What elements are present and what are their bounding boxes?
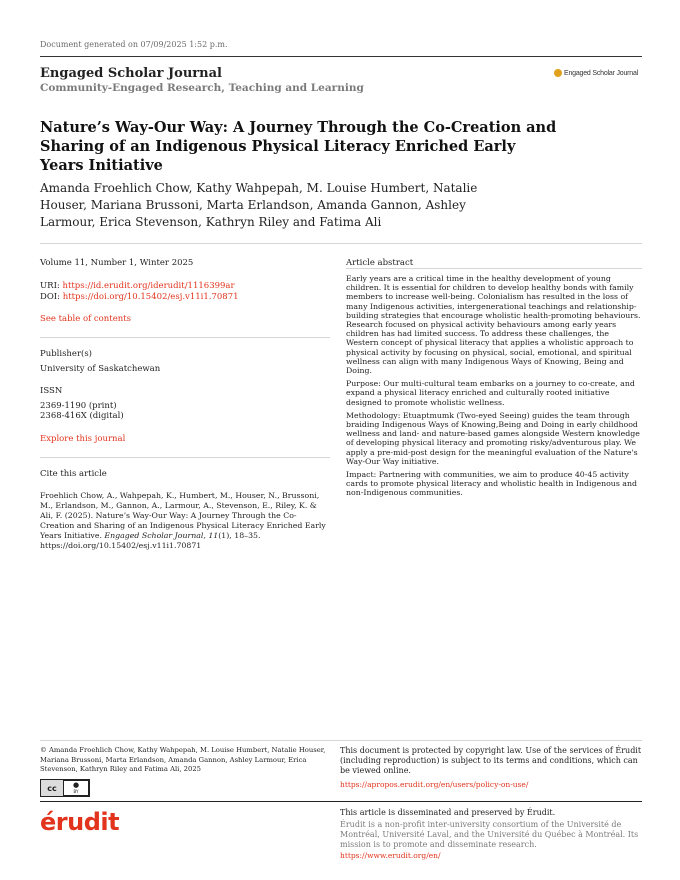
doi-line: [40, 292, 330, 303]
footer-divider-dark: [40, 801, 642, 802]
abstract-divider: [346, 268, 642, 269]
abstract-purpose: Purpose: Our multi-cultural team embarks on a journey to co-create, and expand a physical literacy enriched and culturally rooted initiative designed to promote wholistic wellness.: [346, 379, 635, 407]
erudit-description: Érudit is a non-profit inter-university consortium of the Université de Montréal, Université Laval, and the Université du Québec à Montréal. Its mission is to promote and disseminate research.: [340, 820, 639, 849]
by-icon: [64, 781, 88, 795]
generation-timestamp: Document generated on 07/09/2025 1:52 p.m.: [40, 40, 228, 49]
publisher-name: University of Saskatchewan: [40, 364, 161, 374]
footer-divider: [40, 740, 642, 741]
cc-license-badge[interactable]: [40, 779, 90, 797]
rights-block: [340, 746, 642, 790]
explore-journal-link[interactable]: Explore this journal: [40, 434, 126, 444]
uri-line: [40, 281, 330, 292]
uri-label: URI:: [40, 281, 60, 291]
issn-print: 2369-1190 (print): [40, 401, 117, 411]
by-label: BY: [73, 789, 79, 794]
abstract-paragraph: Early years are a critical time in the healthy development of young children. It is essential for children to develop healthy bonds with family members to increase well-being. Colonialism has resulted in the loss of many Indigenous activities, intergenerational teachings and relationship-building strategies that encourage wholistic health-promoting behaviours. Research focused on physical activity behaviours among early years children has had limited success. To address these challenges, the Western concept of physical literacy that applies a wholistic approach to physical activity by focusing on physical, social, emotional, and spiritual wellness can align with many Indigenous Ways of Knowing, Being and Doing.: [346, 274, 641, 376]
journal-logo-text: Engaged Scholar Journal: [564, 69, 639, 77]
copyright-notice: © Amanda Froehlich Chow, Kathy Wahpepah, M. Louise Humbert, Natalie Houser, Mariana Brussoni, Marta Erlandson, Amanda Gannon, Ashley Larmour, Erica Stevenson, Kathryn Riley and Fatima Ali, 2025: [40, 746, 326, 773]
uri-link[interactable]: https://id.erudit.org/iderudit/1116399ar: [62, 281, 235, 291]
person-icon: ●: [72, 781, 80, 789]
doi-link[interactable]: https://doi.org/10.15402/esj.v11i1.70871: [62, 292, 239, 302]
erudit-block: [340, 808, 642, 861]
left-divider: [40, 337, 330, 338]
issue-info: Volume 11, Number 1, Winter 2025: [40, 258, 194, 268]
protected-text: This document is protected by copyright law. Use of the services of Érudit (including reproduction) is subject to its terms and conditions, which can be viewed online.: [340, 746, 642, 775]
cite-label: Cite this article: [40, 469, 107, 479]
erudit-link[interactable]: https://www.erudit.org/en/: [340, 851, 441, 860]
policy-link[interactable]: https://apropos.erudit.org/en/users/policy-on-use/: [340, 780, 529, 789]
citation-tail: (1), 18–35. https://doi.org/10.15402/esj.v11i1.70871: [40, 531, 261, 550]
issn-label: ISSN: [40, 386, 63, 396]
abstract-heading: Article abstract: [346, 258, 414, 268]
abstract-body: [346, 274, 642, 502]
header-divider: [40, 56, 642, 57]
abstract-impact: Impact: Partnering with communities, we aim to produce 40-45 activity cards to promote physical literacy and wholistic health in Indigenous and non-Indigenous communities.: [346, 470, 637, 498]
journal-logo-icon: [554, 69, 562, 77]
section-divider: [40, 243, 642, 244]
issn-digital: 2368-416X (digital): [40, 411, 124, 421]
disseminated-text: This article is disseminated and preserved by Érudit.: [340, 808, 556, 817]
article-title: Nature’s Way-Our Way: A Journey Through the Co-Creation and Sharing of an Indigenous Physical Literacy Enriched Early Years Initiative: [40, 119, 557, 174]
erudit-logo[interactable]: érudit: [40, 808, 120, 836]
doi-label: DOI:: [40, 292, 61, 302]
citation[interactable]: [40, 491, 330, 551]
cc-icon: cc: [41, 780, 63, 796]
publisher-label: Publisher(s): [40, 349, 92, 359]
abstract-methodology: Methodology: Etuaptmumk (Two-eyed Seeing) guides the team through braiding Indigenous Ways of Knowing,Being and Doing in early childhood wellness and land- and nature-based games alongside Western knowledge of developing physical literacy and promoting risky/adventurous play. We apply a pre-mid-post design for the meaningful evaluation of the Nature's Way-Our Way initiative.: [346, 410, 640, 466]
journal-name: Engaged Scholar Journal: [40, 66, 222, 81]
citation-volume: , 11: [203, 531, 219, 540]
left-divider: [40, 457, 330, 458]
citation-text: Froehlich Chow, A., Wahpepah, K., Humbert, M., Houser, N., Brussoni, M., Erlandson, M., Gannon, A., Larmour, A., Stevenson, E., Riley, K. & Ali, F. (2025). Nature’s Way-Our Way: A Journey Through the Co-Creation and Sharing of an Indigenous Physical Literacy Enriched Early Years Initiative.: [40, 491, 326, 540]
journal-logo[interactable]: [554, 66, 644, 80]
journal-subtitle: Community-Engaged Research, Teaching and Learning: [40, 82, 364, 94]
citation-journal: Engaged Scholar Journal: [104, 531, 204, 540]
table-of-contents-link[interactable]: See table of contents: [40, 314, 131, 324]
article-authors: Amanda Froehlich Chow, Kathy Wahpepah, M. Louise Humbert, Natalie Houser, Mariana Brussoni, Marta Erlandson, Amanda Gannon, Ashley Larmour, Erica Stevenson, Kathryn Riley and Fatima Ali: [40, 181, 478, 229]
